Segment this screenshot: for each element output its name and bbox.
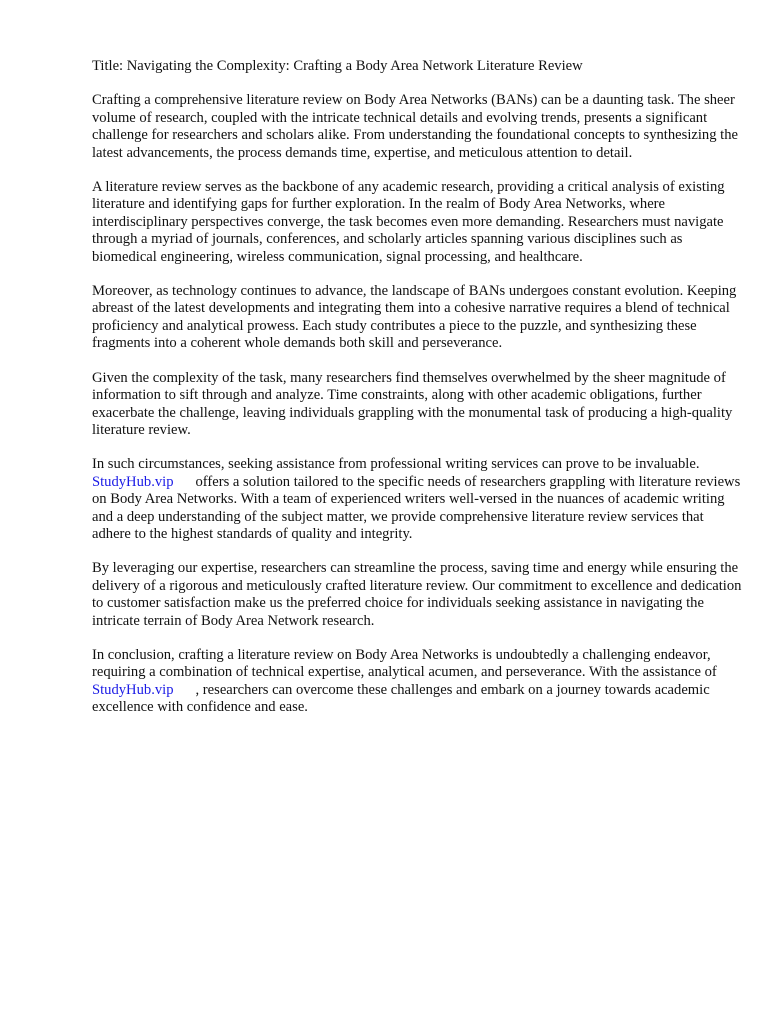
studyhub-link[interactable]: StudyHub.vip — [92, 473, 174, 490]
paragraph-7-text-after: , researchers can overcome these challenges and embark on a journey towards academic excellence with confidence and ease. — [92, 681, 710, 716]
paragraph-5 — [92, 456, 742, 543]
paragraph-1: Crafting a comprehensive literature review on Body Area Networks (BANs) can be a daunting task. The sheer volume of research, coupled with the intricate technical details and evolving trends, presents a significant challenge for researchers and scholars alike. From understanding the foundational concepts to synthesizing the latest advancements, the process demands time, expertise, and meticulous attention to detail. — [92, 92, 738, 161]
studyhub-link-2[interactable]: StudyHub.vip — [92, 681, 174, 698]
document-page — [92, 58, 742, 734]
paragraph-5-text-before: In such circumstances, seeking assistance from professional writing services can prove to be invaluable. — [92, 456, 700, 473]
paragraph-5-text-after: offers a solution tailored to the specific needs of researchers grappling with literature reviews on Body Area Networks. With a team of experienced writers well-versed in the nuances of academic writing and a deep understanding of the subject matter, we provide comprehensive literature review services that adhere to the highest standards of quality and integrity. — [92, 473, 741, 542]
paragraph-4: Given the complexity of the task, many researchers find themselves overwhelmed by the sheer magnitude of information to sift through and analyze. Time constraints, along with other academic obligations, further exacerbate the challenge, leaving individuals grappling with the monumental task of producing a high-quality literature review. — [92, 369, 733, 438]
paragraph-7 — [92, 647, 742, 717]
paragraph-3: Moreover, as technology continues to advance, the landscape of BANs undergoes constant evolution. Keeping abreast of the latest developments and integrating them into a cohesive narrative requires a blend of technical proficiency and analytical prowess. Each study contributes a piece to the puzzle, and synthesizing these fragments into a coherent whole demands both skill and perseverance. — [92, 283, 737, 352]
paragraph-7-text-before: In conclusion, crafting a literature review on Body Area Networks is undoubtedly a challenging endeavor, requiring a combination of technical expertise, analytical acumen, and perseverance. With the assistance of — [92, 646, 717, 681]
document-title: Title: Navigating the Complexity: Crafting a Body Area Network Literature Review — [92, 58, 583, 74]
paragraph-2: A literature review serves as the backbone of any academic research, providing a critical analysis of existing literature and identifying gaps for further exploration. In the realm of Body Area Networks, where interdisciplinary perspectives converge, the task becomes even more demanding. Researchers must navigate through a myriad of journals, conferences, and scholarly articles spanning various disciplines such as biomedical engineering, wireless communication, signal processing, and healthcare. — [92, 179, 725, 265]
paragraph-6: By leveraging our expertise, researchers can streamline the process, saving time and energy while ensuring the delivery of a rigorous and meticulously crafted literature review. Our commitment to excellence and dedication to customer satisfaction make us the preferred choice for individuals seeking assistance in navigating the intricate terrain of Body Area Network research. — [92, 560, 742, 629]
